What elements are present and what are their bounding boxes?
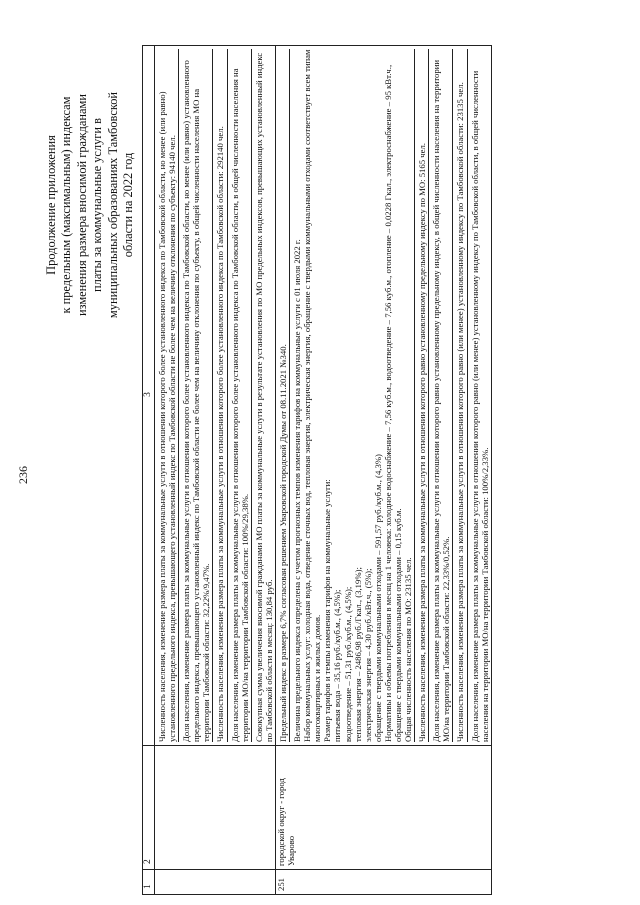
indicator-text: Величина предельного индекса определена с учетом прогнозных темпов изменения тарифов на коммунальные услуги с 01 июля 2022 г. (292, 239, 303, 742)
indicator-block (415, 49, 429, 742)
indicator-cell (155, 46, 276, 746)
heading-line: области на 2022 год (121, 152, 136, 258)
heading-line: муниципальных образованиях Тамбовской (105, 91, 120, 319)
heading-line: к предельным (максимальным) индексам (59, 96, 74, 314)
heading-line: изменения размера вносимой гражданами (74, 93, 89, 317)
table-row (275, 46, 491, 895)
indicator-block (155, 49, 179, 742)
municipality-name: городской округ - город Уварово (275, 746, 491, 870)
column-number-row (143, 46, 155, 895)
row-number (155, 870, 276, 895)
indicator-block (453, 49, 467, 742)
column-number-1: 1 (143, 870, 155, 895)
indicator-block (290, 49, 415, 742)
indicator-block (429, 49, 453, 742)
index-table (142, 45, 492, 895)
indicator-block (252, 49, 275, 742)
indicator-text: Численность населения, изменение размера платы за коммунальные услуги в отношении которого равно установленному предельному индексу по МО: 5165 чел. (417, 143, 428, 742)
heading-line: Продолжение приложения (44, 135, 58, 275)
indicator-block (468, 49, 491, 742)
row-number: 251 (275, 870, 491, 895)
appendix-heading (44, 35, 136, 375)
indicator-block (213, 49, 227, 742)
heading-line: платы за коммунальные услуги в (90, 118, 105, 292)
indicator-text: Доля населения, изменение размера платы за коммунальные услуги в отношении которого более установленного индекса по Тамбовской области, в общей численности населения на территории МО/на территории Тамбовской области: 100%/29,38%. (229, 68, 250, 742)
table-row (155, 46, 276, 895)
indicator-text: питьевая вода – 35,16 руб./куб.м., (4,5%); (332, 589, 343, 742)
indicator-text: Доля населения, изменение размера платы за коммунальные услуги в отношении которого более установленного индекса по Тамбовской области, но менее (или равно) установленного предельного индекса, превышающего установленный индекс по Тамбовской области не более чем на величину отклонения по субъекту, в общей численности населения МО на территории Тамбовской области: 32,22%/9,47%. (181, 60, 212, 742)
indicator-text: Нормативы и объемы потребления в месяц на 1 человека: холодное водоснабжение – 7,56 куб.м., водоотведение – 7,56 куб.м., отопление – 0,0228 Гкал., электроснабжение – 95 кВт.ч., обращение с твердыми коммунальными отходами – 0,15 куб.м. (382, 64, 403, 742)
page-number: 236 (16, 466, 30, 484)
indicator-block (179, 49, 213, 742)
municipality-name (155, 746, 276, 870)
indicator-text: Численность населения, изменение размера платы за коммунальные услуги в отношении которого более установленного индекса по Тамбовской области, но менее (или равно) установленного предельного индекса, превышающего установленный индекс по Тамбовской области не более чем на величину отклонения по субъекту: 94140 чел. (157, 91, 178, 742)
column-number-2: 2 (143, 746, 155, 870)
indicator-cell (275, 46, 491, 746)
indicator-text: Численность населения, изменение размера платы за коммунальные услуги в отношении которого равно (или менее) установленному индексу по Тамбовской области: 23135 чел. (455, 82, 466, 742)
indicator-text: Предельный индекс в размере 6,7% согласован решением Уваровской городской Думы от 08.11.2021 №340. (277, 344, 288, 742)
indicator-text: Размер тарифов и темпы изменения тарифов на коммунальные услуги: (322, 479, 333, 742)
indicator-text: Доля населения, изменение размера платы за коммунальные услуги в отношении которого равно (или менее) установленному индексу по Тамбовской области, в общей численности населения на территории МО/на территории Тамбовской области: 100%/2,33%. (469, 70, 490, 742)
indicator-text: электрическая энергия – 4,30 руб./кВт.ч., (5%); (362, 568, 373, 742)
indicator-text: обращение с твердыми коммунальными отходами – 591,57 руб./куб.м., (4,3%) (372, 454, 383, 742)
indicator-text: Численность населения, изменение размера платы за коммунальные услуги в отношении которого более установленного индекса по Тамбовской области: 292140 чел. (215, 126, 226, 742)
column-number-3: 3 (143, 46, 155, 746)
indicator-text: Совокупная сумма увеличения вносимой гражданами МО платы за коммунальные услуги в результате установления по МО предельных индексов, превышающих установленный индекс по Тамбовской области в месяц: 130,84 руб. (253, 52, 274, 742)
indicator-text: Набор коммунальных услуг: холодная вода, отведение сточных вод, тепловая энергия, электрическая энергия, обращение с твердыми коммунальными отходами соответствует всем типам многоквартирных и жилых домов. (302, 49, 323, 742)
indicator-text: Общая численность населения по МО: 23135 чел. (403, 557, 414, 742)
indicator-block (228, 49, 252, 742)
indicator-block (276, 49, 290, 742)
indicator-text: тепловая энергия – 2486,98 руб./Гкал., (3,19%); (352, 567, 363, 742)
indicator-text: водоотведение – 51,31 руб./куб.м., (4,5%); (342, 586, 353, 742)
indicator-text: Доля населения, изменение размера платы за коммунальные услуги в отношении которого равно установленному предельному индексу, в общей численности населения на территории МО/на территории Тамбовской области: 22,33%/0,52%. (431, 59, 452, 742)
